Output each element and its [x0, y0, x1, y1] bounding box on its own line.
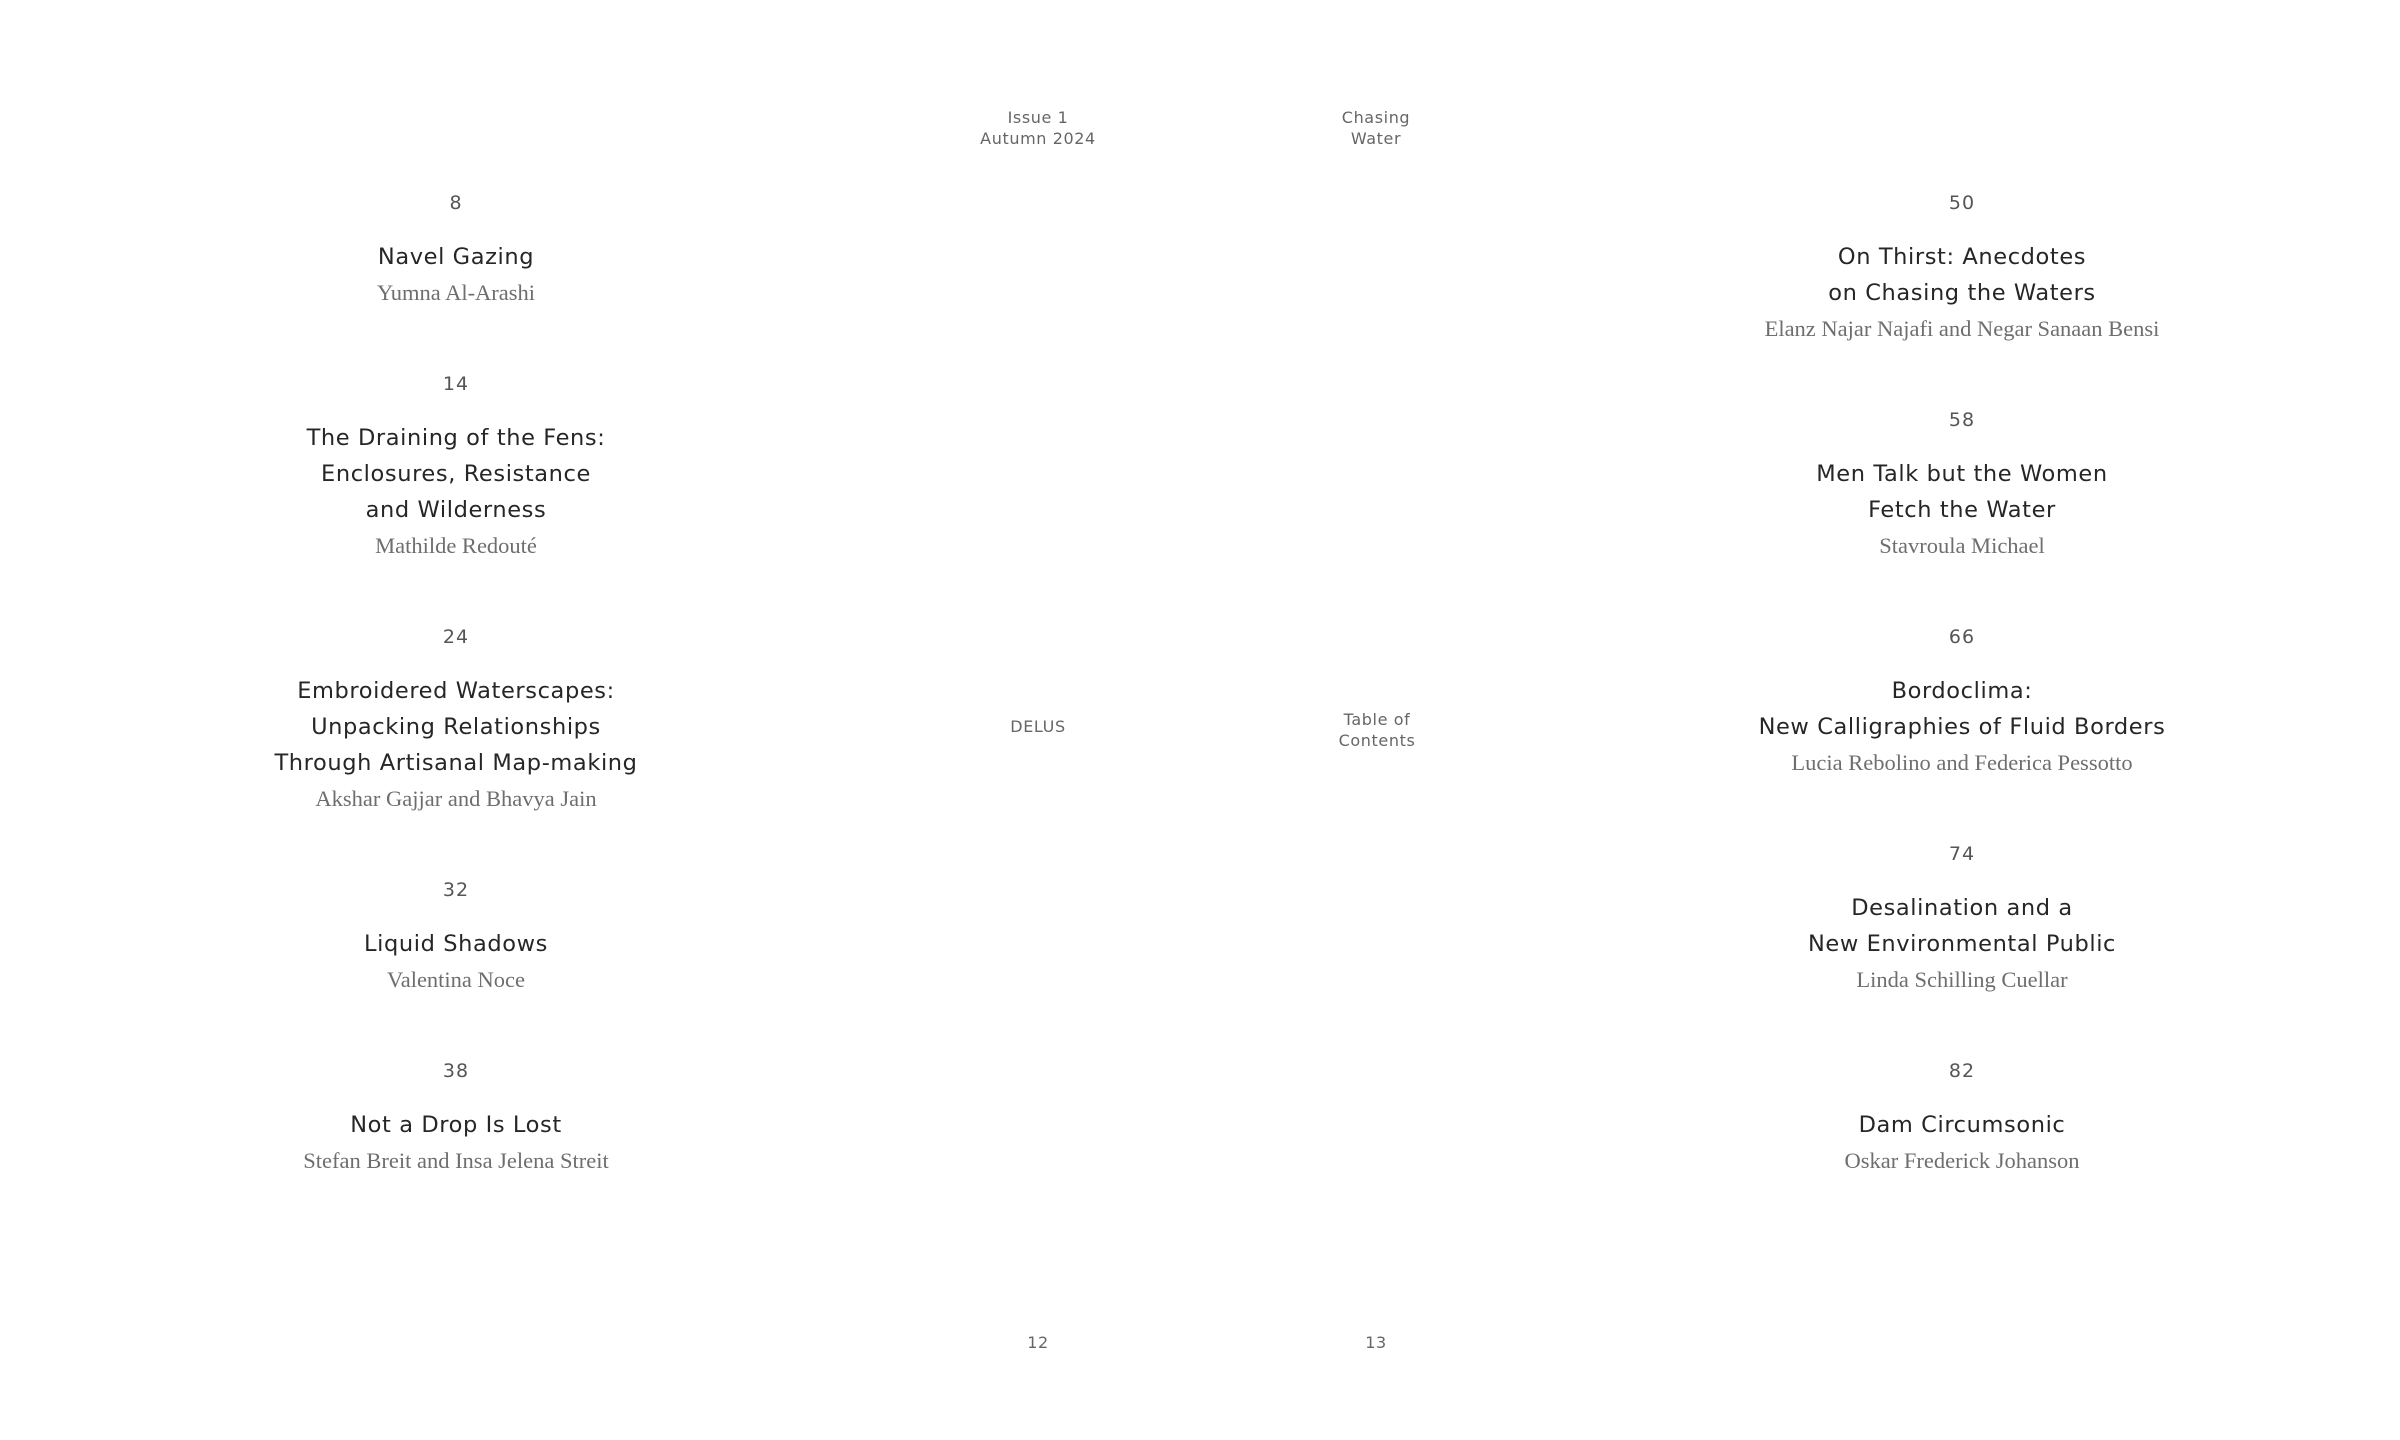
toc-entry[interactable]: [1682, 1057, 2242, 1179]
toc-entry[interactable]: [176, 370, 736, 564]
entry-author: Stefan Breit and Insa Jelena Streit: [303, 1148, 609, 1173]
entry-page-number: 58: [1948, 409, 1976, 431]
entry-author: Mathilde Redouté: [375, 533, 537, 558]
entry-author: Oskar Frederick Johanson: [1844, 1148, 2080, 1173]
entry-title: Desalination and a New Environmental Public: [1807, 895, 2117, 957]
entry-author: Akshar Gajjar and Bhavya Jain: [315, 786, 597, 811]
entry-title: On Thirst: Anecdotes on Chasing the Waters: [1828, 244, 2096, 306]
entry-author: Elanz Najar Najafi and Negar Sanaan Bensi: [1764, 316, 2160, 341]
entry-title: Not a Drop Is Lost: [350, 1112, 562, 1138]
entry-page-number: 38: [442, 1060, 470, 1082]
entry-page-number: 74: [1948, 843, 1976, 865]
folio-left: 12: [1027, 1333, 1049, 1352]
entry-author: Valentina Noce: [386, 967, 526, 992]
toc-entry[interactable]: [1682, 623, 2242, 781]
entry-title: Dam Circumsonic: [1858, 1112, 2066, 1138]
entry-page-number: 24: [442, 626, 470, 648]
section-label: Table of Contents: [1338, 710, 1416, 750]
entry-page-number: 82: [1948, 1060, 1976, 1082]
entry-author: Lucia Rebolino and Federica Pessotto: [1791, 750, 2133, 775]
toc-entry[interactable]: [176, 876, 736, 998]
entry-title: Men Talk but the Women Fetch the Water: [1816, 461, 2108, 523]
entry-title: Bordoclima: New Calligraphies of Fluid Borders: [1758, 678, 2166, 740]
issue-label: Issue 1 Autumn 2024: [980, 108, 1096, 148]
toc-entry[interactable]: [1682, 840, 2242, 998]
toc-entry[interactable]: [1682, 406, 2242, 564]
entry-page-number: 14: [442, 373, 470, 395]
entry-author: Stavroula Michael: [1879, 533, 2045, 558]
entry-page-number: 66: [1948, 626, 1976, 648]
entry-page-number: 8: [449, 192, 463, 214]
theme-label: Chasing Water: [1341, 108, 1411, 148]
entry-author: Linda Schilling Cuellar: [1856, 967, 2068, 992]
entry-title: Embroidered Waterscapes: Unpacking Relationships Through Artisanal Map-making: [274, 678, 638, 776]
entry-page-number: 50: [1948, 192, 1976, 214]
toc-entry[interactable]: [1682, 189, 2242, 347]
entry-title: Navel Gazing: [377, 244, 535, 270]
entry-author: Yumna Al-Arashi: [376, 280, 536, 305]
toc-entry[interactable]: [176, 1057, 736, 1179]
entry-title: Liquid Shadows: [364, 931, 548, 957]
entry-title: The Draining of the Fens: Enclosures, Resistance and Wilderness: [306, 425, 606, 523]
toc-entry[interactable]: [176, 623, 736, 817]
entry-page-number: 32: [442, 879, 470, 901]
publication-name: DELUS: [1010, 717, 1066, 736]
toc-entry[interactable]: [176, 189, 736, 311]
folio-right: 13: [1365, 1333, 1387, 1352]
